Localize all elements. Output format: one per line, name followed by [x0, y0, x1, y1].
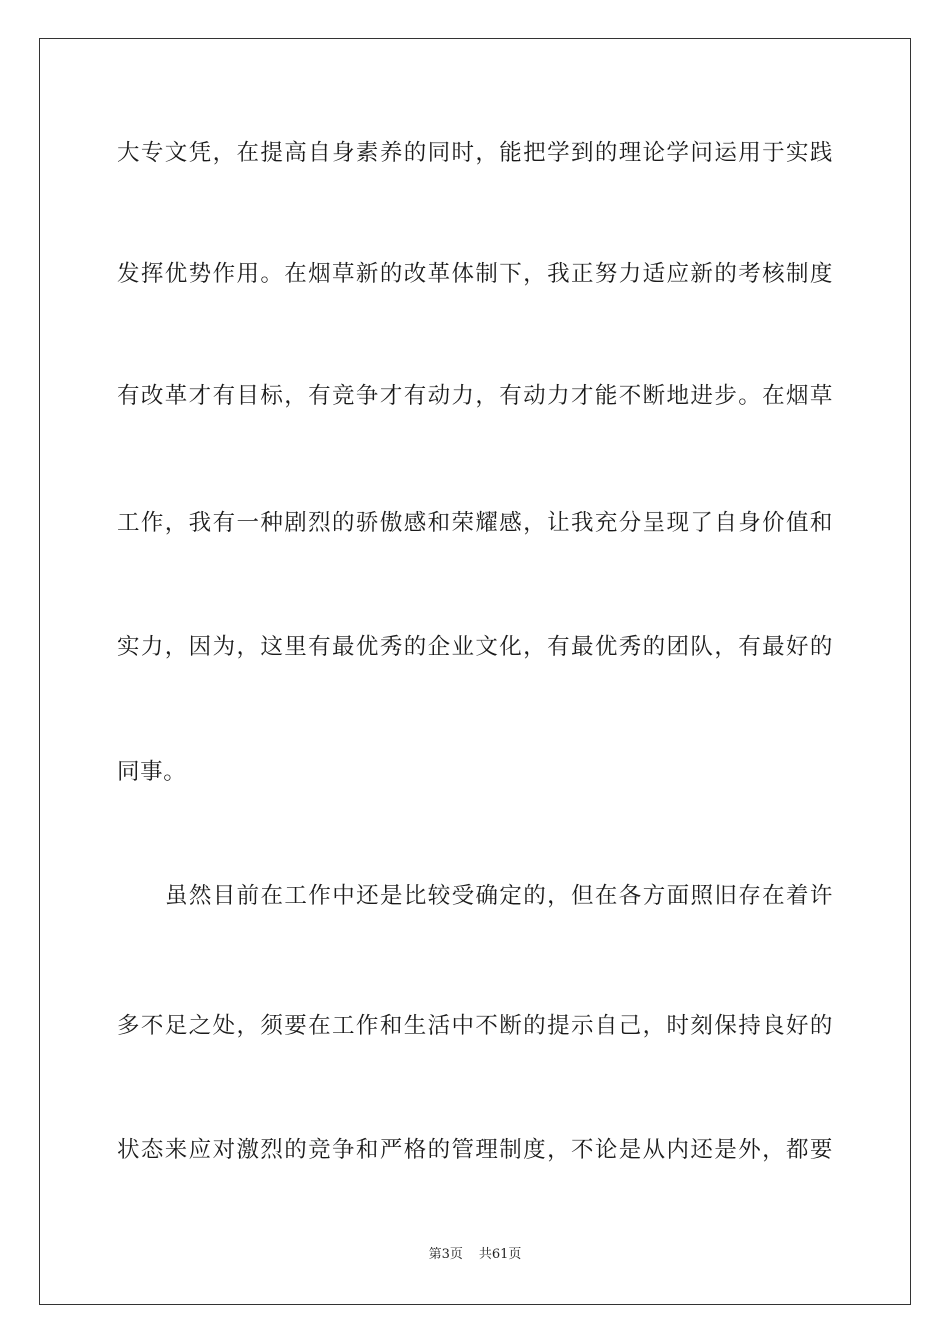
page-number: 第3页	[428, 1247, 463, 1262]
text-line-3: 有改革才有目标，有竞争才有动力，有动力才能不断地进步。在烟草	[117, 383, 833, 409]
text-line-7-paragraph-start: 虽然目前在工作中还是比较受确定的，但在各方面照旧存在着许	[165, 883, 833, 909]
total-pages: 共61页	[478, 1247, 522, 1262]
text-line-6: 同事。	[117, 759, 187, 785]
text-line-2: 发挥优势作用。在烟草新的改革体制下，我正努力适应新的考核制度	[117, 261, 833, 287]
text-line-9: 状态来应对激烈的竞争和严格的管理制度，不论是从内还是外，都要	[117, 1137, 833, 1163]
text-line-1: 大专文凭，在提高自身素养的同时，能把学到的理论学问运用于实践	[117, 140, 833, 166]
text-line-4: 工作，我有一种剧烈的骄傲感和荣耀感，让我充分呈现了自身价值和	[117, 510, 833, 536]
text-line-8: 多不足之处，须要在工作和生活中不断的提示自己，时刻保持良好的	[117, 1013, 833, 1039]
text-line-5: 实力，因为，这里有最优秀的企业文化，有最优秀的团队，有最好的	[117, 634, 833, 660]
page-footer	[0, 1246, 950, 1264]
page-frame	[39, 38, 911, 1305]
